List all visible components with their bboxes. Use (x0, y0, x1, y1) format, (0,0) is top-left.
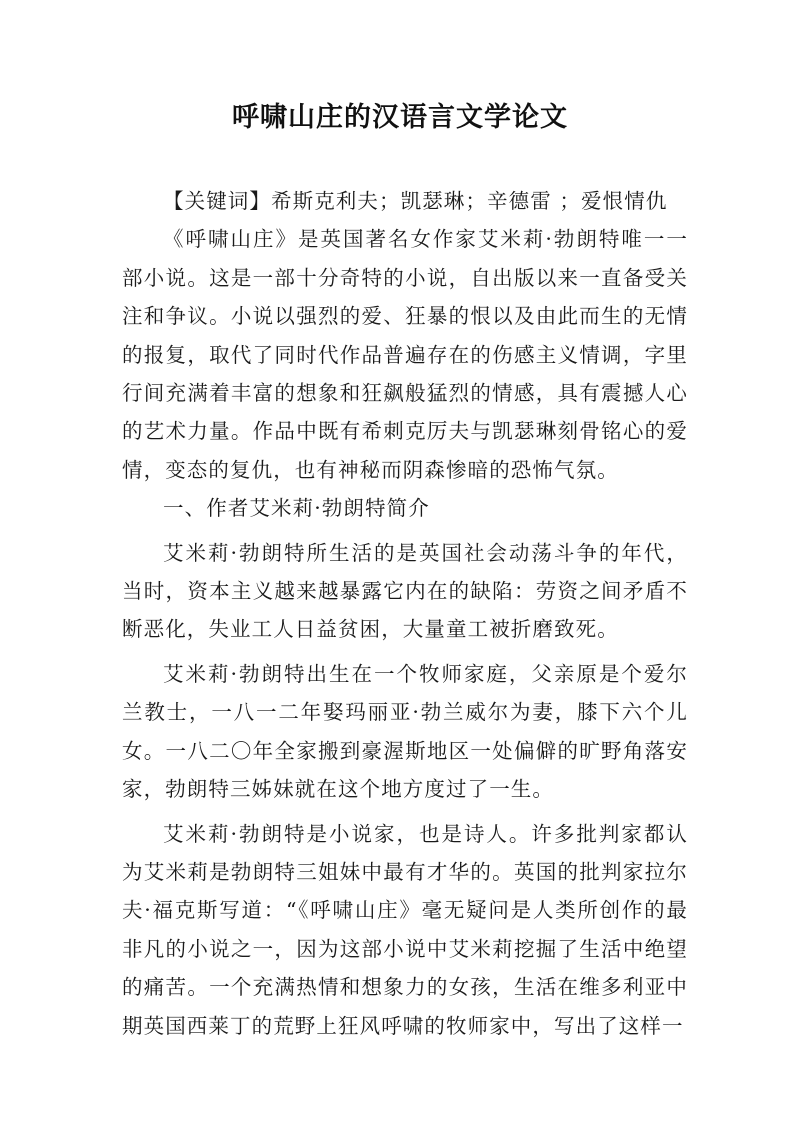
intro-paragraph: 《呼啸山庄》是英国著名女作家艾米莉·勃朗特唯一一部小说。这是一部十分奇特的小说，自出版以来一直备受关注和争议。小说以强烈的爱、狂暴的恨以及由此而生的无情的报复，取代了同时代作品普遍存在的伤感主义情调，字里行间充满着丰富的想象和狂飙般猛烈的情感，具有震撼人心的艺术力量。作品中既有希刺克厉夫与凯瑟琳刻骨铭心的爱情，变态的复仇，也有神秘而阴森惨暗的恐怖气氛。 (122, 227, 688, 482)
body-paragraph: 艾米莉·勃朗特出生在一个牧师家庭，父亲原是个爱尔兰教士，一八一二年娶玛丽亚·勃兰威尔为妻，膝下六个儿女。一八二〇年全家搬到豪渥斯地区一处偏僻的旷野角落安家，勃朗特三姊妹就在这个地方度过了一生。 (122, 661, 688, 802)
body-paragraph: 艾米莉·勃朗特所生活的是英国社会动荡斗争的年代，当时，资本主义越来越暴露它内在的缺陷：劳资之间矛盾不断恶化，失业工人日益贫困，大量童工被折磨致死。 (122, 540, 688, 642)
document-title: 呼啸山庄的汉语言文学论文 (232, 102, 568, 133)
section-heading: 一、作者艾米莉·勃朗特简介 (163, 496, 430, 521)
body-paragraph: 艾米莉·勃朗特是小说家，也是诗人。许多批判家都认为艾米莉是勃朗特三姐妹中最有才华的。英国的批判家拉尔夫·福克斯写道：“《呼啸山庄》毫无疑问是人类所创作的最非凡的小说之一，因为这部小说中艾米莉挖掘了生活中绝望的痛苦。一个充满热情和想象力的女孩，生活在维多利亚中期英国西莱丁的荒野上狂风呼啸的牧师家中，写出了这样一 (122, 821, 688, 1038)
document-body (122, 182, 688, 1045)
keywords-paragraph: 【关键词】希斯克利夫；凯瑟琳；辛德雷 ；爱恨情仇 (163, 189, 668, 213)
